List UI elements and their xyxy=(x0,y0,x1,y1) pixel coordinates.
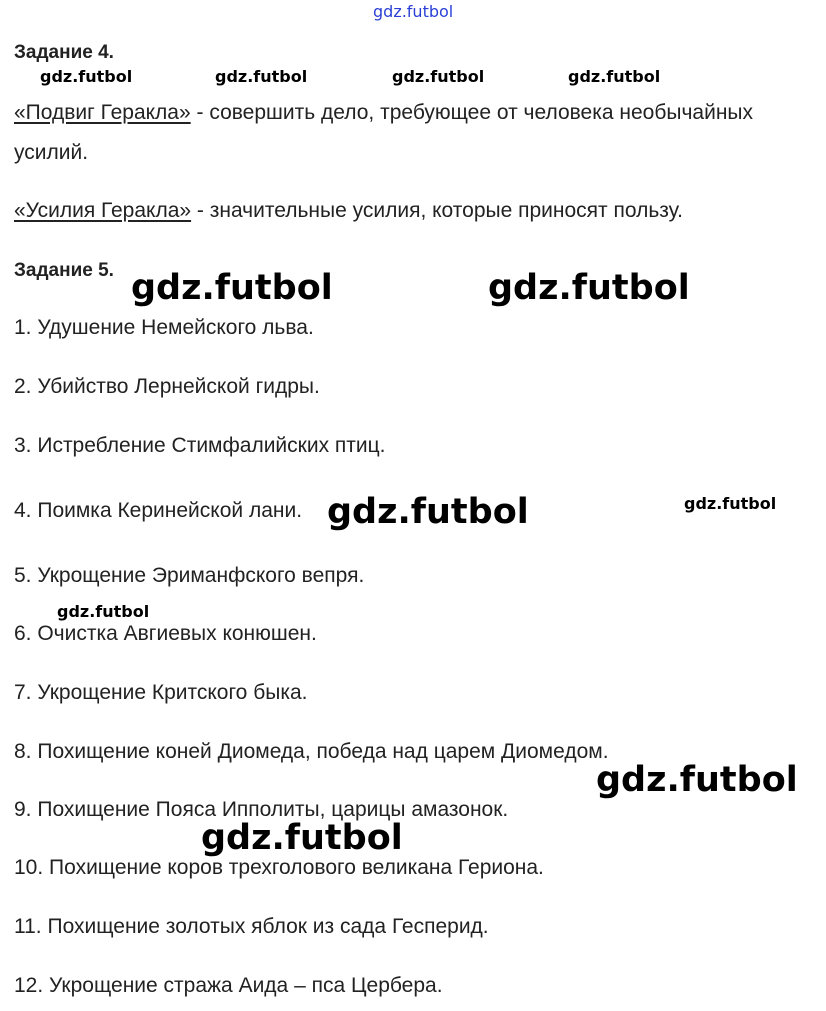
list-item: 12. Укрощение стража Аида – пса Цербера. xyxy=(14,974,443,997)
watermark-large: gdz.futbol xyxy=(596,760,798,800)
watermark-large: gdz.futbol xyxy=(201,818,403,858)
list-item: 6. Очистка Авгиевых конюшен. xyxy=(14,622,317,645)
task4-entry1-continued: усилий. xyxy=(14,141,89,164)
list-item: 9. Похищение Пояса Ипполиты, царицы амазонок. xyxy=(14,798,509,821)
task5-heading: Задание 5. xyxy=(14,260,114,281)
term-usiliya: «Усилия Геракла» xyxy=(14,199,192,222)
watermark-small: gdz.futbol xyxy=(215,67,308,86)
list-item: 8. Похищение коней Диомеда, победа над царем Диомедом. xyxy=(14,740,609,763)
list-item: 10. Похищение коров трехголового великана Гериона. xyxy=(14,856,544,879)
watermark-large: gdz.futbol xyxy=(488,268,690,308)
definition-podvig: - совершить дело, требующее от человека необычайных xyxy=(190,101,754,124)
task4-entry2 xyxy=(14,199,683,223)
watermark-small: gdz.futbol xyxy=(57,602,150,621)
top-watermark: gdz.futbol xyxy=(373,2,454,21)
watermark-large: gdz.futbol xyxy=(327,492,529,532)
term-podvig: «Подвиг Геракла» xyxy=(14,101,191,124)
list-item: 2. Убийство Лернейской гидры. xyxy=(14,375,320,398)
task4-heading: Задание 4. xyxy=(14,42,114,63)
list-item: 5. Укрощение Эриманфского вепря. xyxy=(14,564,365,587)
watermark-large: gdz.futbol xyxy=(131,268,333,308)
task4-entry1 xyxy=(14,101,753,125)
list-item: 3. Истребление Стимфалийских птиц. xyxy=(14,434,386,457)
definition-usiliya: - значительные усилия, которые приносят пользу. xyxy=(191,199,683,222)
watermark-small: gdz.futbol xyxy=(392,67,485,86)
watermark-small: gdz.futbol xyxy=(568,67,661,86)
list-item: 4. Поимка Керинейской лани. xyxy=(14,499,303,522)
watermark-small: gdz.futbol xyxy=(40,67,133,86)
watermark-small: gdz.futbol xyxy=(684,494,777,513)
list-item: 11. Похищение золотых яблок из сада Гесперид. xyxy=(14,915,489,938)
list-item: 7. Укрощение Критского быка. xyxy=(14,681,308,704)
list-item: 1. Удушение Немейского льва. xyxy=(14,316,314,339)
